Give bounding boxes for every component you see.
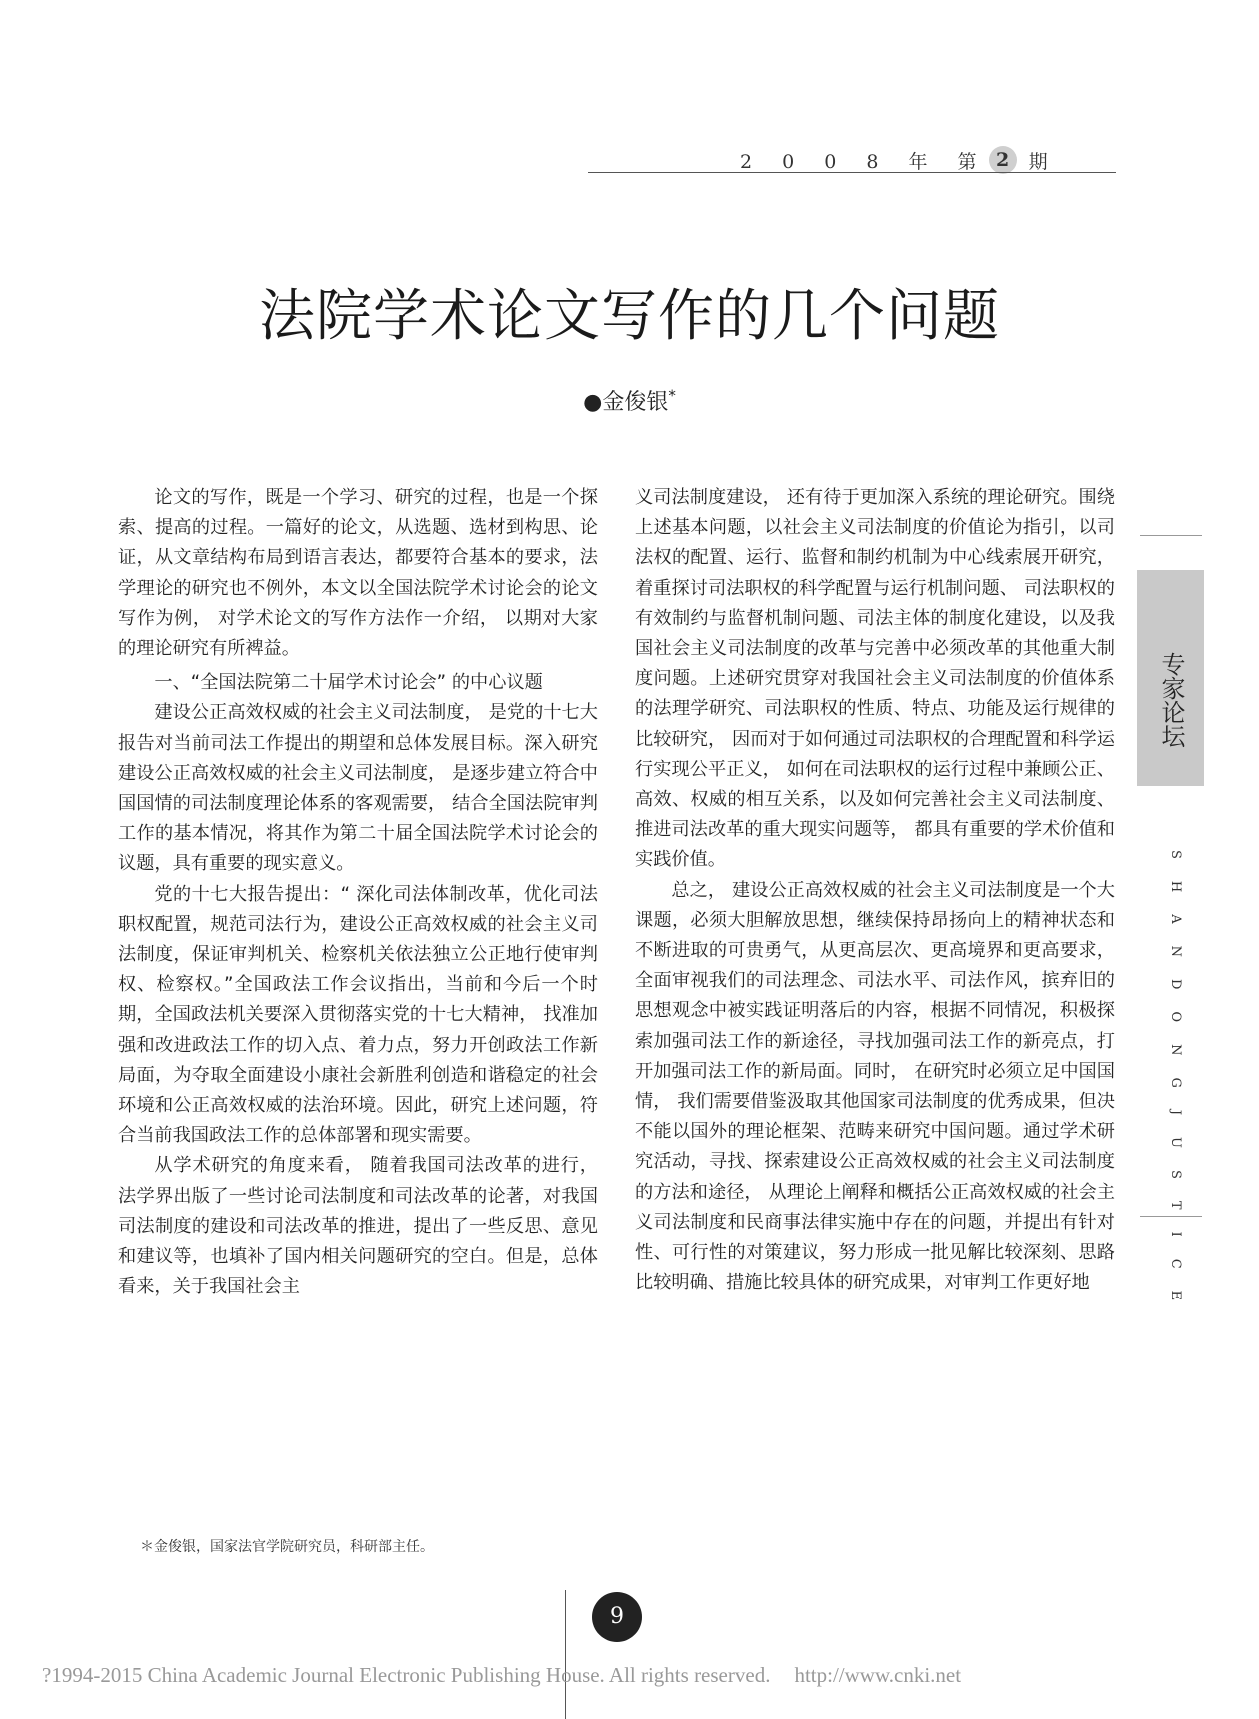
header-divider xyxy=(588,172,1116,173)
sidebar-divider-top xyxy=(1140,535,1202,536)
copyright-text: ?1994-2015 China Academic Journal Electronic Publishing House. All rights reserved. xyxy=(42,1663,771,1687)
issue-suffix: 期 xyxy=(1028,150,1060,173)
paragraph: 建设公正高效权威的社会主义司法制度， 是党的十七大报告对当前司法工作提出的期望和总体发展目标。深入研究建设公正高效权威的社会主义司法制度， 是逐步建立符合中国国情的司法制度理论体系的客观需要， 结合全国法院审判工作的基本情况，将其作为第二十届全国法院学术讨论会的议题，具有重要的现实意义。 xyxy=(118,702,598,875)
issue-header xyxy=(740,146,1060,174)
left-column xyxy=(118,483,598,1302)
section-tab-label: 专家论坛 xyxy=(1157,652,1185,748)
issue-prefix: 2 0 0 8 年 第 xyxy=(740,150,989,173)
author-footnote: ＊金俊银，国家法官学院研究员，科研部主任。 xyxy=(140,1539,434,1555)
paragraph: 从学术研究的角度来看， 随着我国司法改革的进行， 法学界出版了一些讨论司法制度和司法改革的论著，对我国司法制度的建设和司法改革的推进，提出了一些反思、意见和建议等，也填补了国内相关问题研究的空白。但是，总体看来，关于我国社会主 xyxy=(118,1155,598,1298)
section-tab xyxy=(1137,570,1204,786)
paragraph: 论文的写作，既是一个学习、研究的过程，也是一个探索、提高的过程。一篇好的论文，从选题、选材到构思、论证，从文章结构布局到语言表达，都要符合基本的要求，法学理论的研究也不例外，本文以全国法院学术讨论会的论文写作为例， 对学术论文的写作方法作一介绍， 以期对大家的理论研究有所裨益。 xyxy=(118,487,598,660)
author-footnote-mark: * xyxy=(668,386,676,405)
copyright-line xyxy=(42,1663,961,1688)
section-heading: 一、“全国法院第二十届学术讨论会” 的中心议题 xyxy=(154,672,543,694)
article-author xyxy=(0,385,1259,416)
paragraph: 党的十七大报告提出：“ 深化司法体制改革，优化司法职权配置，规范司法行为，建设公正高效权威的社会主义司法制度，保证审判机关、检察机关依法独立公正地行使审判权、检察权。”全国政法工作会议指出，当前和今后一个时期，全国政法机关要深入贯彻落实党的十七大精神， 找准加强和改进政法工作的切入点、着力点，努力开创政法工作新局面，为夺取全面建设小康社会新胜利创造和谐稳定的社会环境和公正高效权威的法治环境。因此，研究上述问题，符合当前我国政法工作的总体部署和现实需要。 xyxy=(118,883,598,1147)
right-column xyxy=(635,483,1115,1298)
issue-number-badge: 2 xyxy=(989,146,1017,174)
journal-name-vertical: SHANDONGJUSTICE xyxy=(1168,850,1183,1323)
author-name: ●金俊银 xyxy=(583,390,669,415)
copyright-url: http://www.cnki.net xyxy=(794,1663,962,1687)
paragraph: 义司法制度建设， 还有待于更加深入系统的理论研究。围绕上述基本问题，以社会主义司法制度的价值论为指引，以司法权的配置、运行、监督和制约机制为中心线索展开研究， 着重探讨司法职权的科学配置与运行机制问题、 司法职权的有效制约与监督机制问题、司法主体的制度化建设，以及我国社会主义司法制度的改革与完善中必须改革的其他重大制度问题。上述研究贯穿对我国社会主义司法制度的价值体系的法理学研究、司法职权的性质、特点、功能及运行规律的比较研究， 因而对于如何通过司法职权的合理配置和科学运行实现公平正义， 如何在司法职权的运行过程中兼顾公正、高效、权威的相互关系，以及如何完善社会主义司法制度、推进司法改革的重大现实问题等， 都具有重要的学术价值和实践价值。 xyxy=(635,487,1115,871)
page-number: 9 xyxy=(592,1592,642,1642)
article-title: 法院学术论文写作的几个问题 xyxy=(259,284,1000,349)
sidebar-divider-bottom xyxy=(1140,1216,1202,1217)
paragraph: 总之， 建设公正高效权威的社会主义司法制度是一个大课题，必须大胆解放思想，继续保持昂扬向上的精神状态和不断进取的可贵勇气，从更高层次、更高境界和更高要求，全面审视我们的司法理念、司法水平、司法作风，摈弃旧的思想观念中被实践证明落后的内容，根据不同情况，积极探索加强司法工作的新途径，寻找加强司法工作的新亮点，打开加强司法工作的新局面。同时， 在研究时必须立足中国国情， 我们需要借鉴汲取其他国家司法制度的优秀成果，但决不能以国外的理论框架、范畴来研究中国问题。通过学术研究活动，寻找、探索建设公正高效权威的社会主义司法制度的方法和途径， 从理论上阐释和概括公正高效权威的社会主义司法制度和民商事法律实施中存在的问题，并提出有针对性、可行性的对策建议，努力形成一批见解比较深刻、思路比较明确、措施比较具体的研究成果，对审判工作更好地 xyxy=(635,879,1115,1294)
footer-divider xyxy=(565,1590,566,1719)
